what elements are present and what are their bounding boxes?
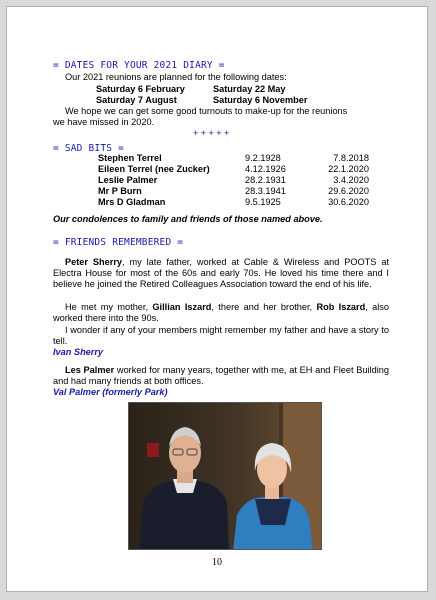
separator: + + + + + bbox=[193, 128, 230, 138]
born-cell: 28.2.1931 bbox=[245, 175, 286, 185]
date-2: Saturday 22 May bbox=[213, 84, 286, 94]
condolences-text: Our condolences to family and friends of those named above. bbox=[53, 214, 323, 224]
friends-paragraph-2 bbox=[53, 302, 389, 324]
friends-paragraph-1 bbox=[53, 257, 389, 291]
dates-intro: Our 2021 reunions are planned for the following dates: bbox=[65, 72, 287, 82]
paragraph-text: , there and her brother, bbox=[211, 302, 317, 312]
died-cell: 3.4.2020 bbox=[333, 175, 369, 185]
photo-illustration bbox=[129, 403, 322, 550]
born-cell: 28.3.1941 bbox=[245, 186, 286, 196]
died-cell: 7.8.2018 bbox=[333, 153, 369, 163]
person-name: Peter Sherry bbox=[65, 257, 123, 267]
person-name: Gillian Iszard bbox=[152, 302, 212, 312]
died-cell: 29.6.2020 bbox=[328, 186, 369, 196]
sad-bits-heading: = SAD BITS = bbox=[53, 143, 125, 154]
name-cell: Mr P Burn bbox=[98, 186, 142, 196]
signature-ivan: Ivan Sherry bbox=[53, 347, 104, 357]
dates-heading: = DATES FOR YOUR 2021 DIARY = bbox=[53, 60, 225, 71]
born-cell: 9.5.1925 bbox=[245, 197, 281, 207]
date-3: Saturday 7 August bbox=[96, 95, 177, 105]
paragraph-text: worked for many years, together with me, at EH and Fleet Building and had many friends at both offices. bbox=[53, 365, 389, 387]
born-cell: 9.2.1928 bbox=[245, 153, 281, 163]
dates-hope-line-2: we have missed in 2020. bbox=[53, 117, 155, 127]
document-page bbox=[6, 6, 428, 592]
date-1: Saturday 6 February bbox=[96, 84, 185, 94]
friends-heading: = FRIENDS REMEMBERED = bbox=[53, 237, 184, 248]
date-4: Saturday 6 November bbox=[213, 95, 308, 105]
name-cell: Stephen Terrel bbox=[98, 153, 162, 163]
dates-hope-line-1: We hope we can get some good turnouts to make-up for the reunions bbox=[65, 106, 348, 116]
died-cell: 22.1.2020 bbox=[328, 164, 369, 174]
friends-paragraph-3 bbox=[53, 325, 389, 347]
name-cell: Leslie Palmer bbox=[98, 175, 158, 185]
person-name: Les Palmer bbox=[65, 365, 115, 375]
paragraph-text: He met my mother, bbox=[65, 302, 153, 312]
paragraph-text: , also worked there into the 90s. bbox=[53, 302, 389, 324]
name-cell: Eileen Terrel (nee Zucker) bbox=[98, 164, 210, 174]
paragraph-text: I wonder if any of your members might remember my father and have a story to tell. bbox=[53, 325, 389, 347]
couple-photo bbox=[128, 402, 322, 550]
born-cell: 4.12.1926 bbox=[245, 164, 286, 174]
paragraph-text: , my late father, worked at Cable & Wireless and POOTS at Electra House for most of the 60s and early 70s. He loved his time there and I believe he joined the Retired Colleagues Association toward the end of his life. bbox=[53, 257, 389, 290]
name-cell: Mrs D Gladman bbox=[98, 197, 166, 207]
friends-paragraph-4 bbox=[53, 365, 389, 387]
person-name: Rob Iszard bbox=[316, 302, 366, 312]
died-cell: 30.6.2020 bbox=[328, 197, 369, 207]
signature-val: Val Palmer (formerly Park) bbox=[53, 387, 168, 397]
page-number: 10 bbox=[212, 557, 222, 568]
